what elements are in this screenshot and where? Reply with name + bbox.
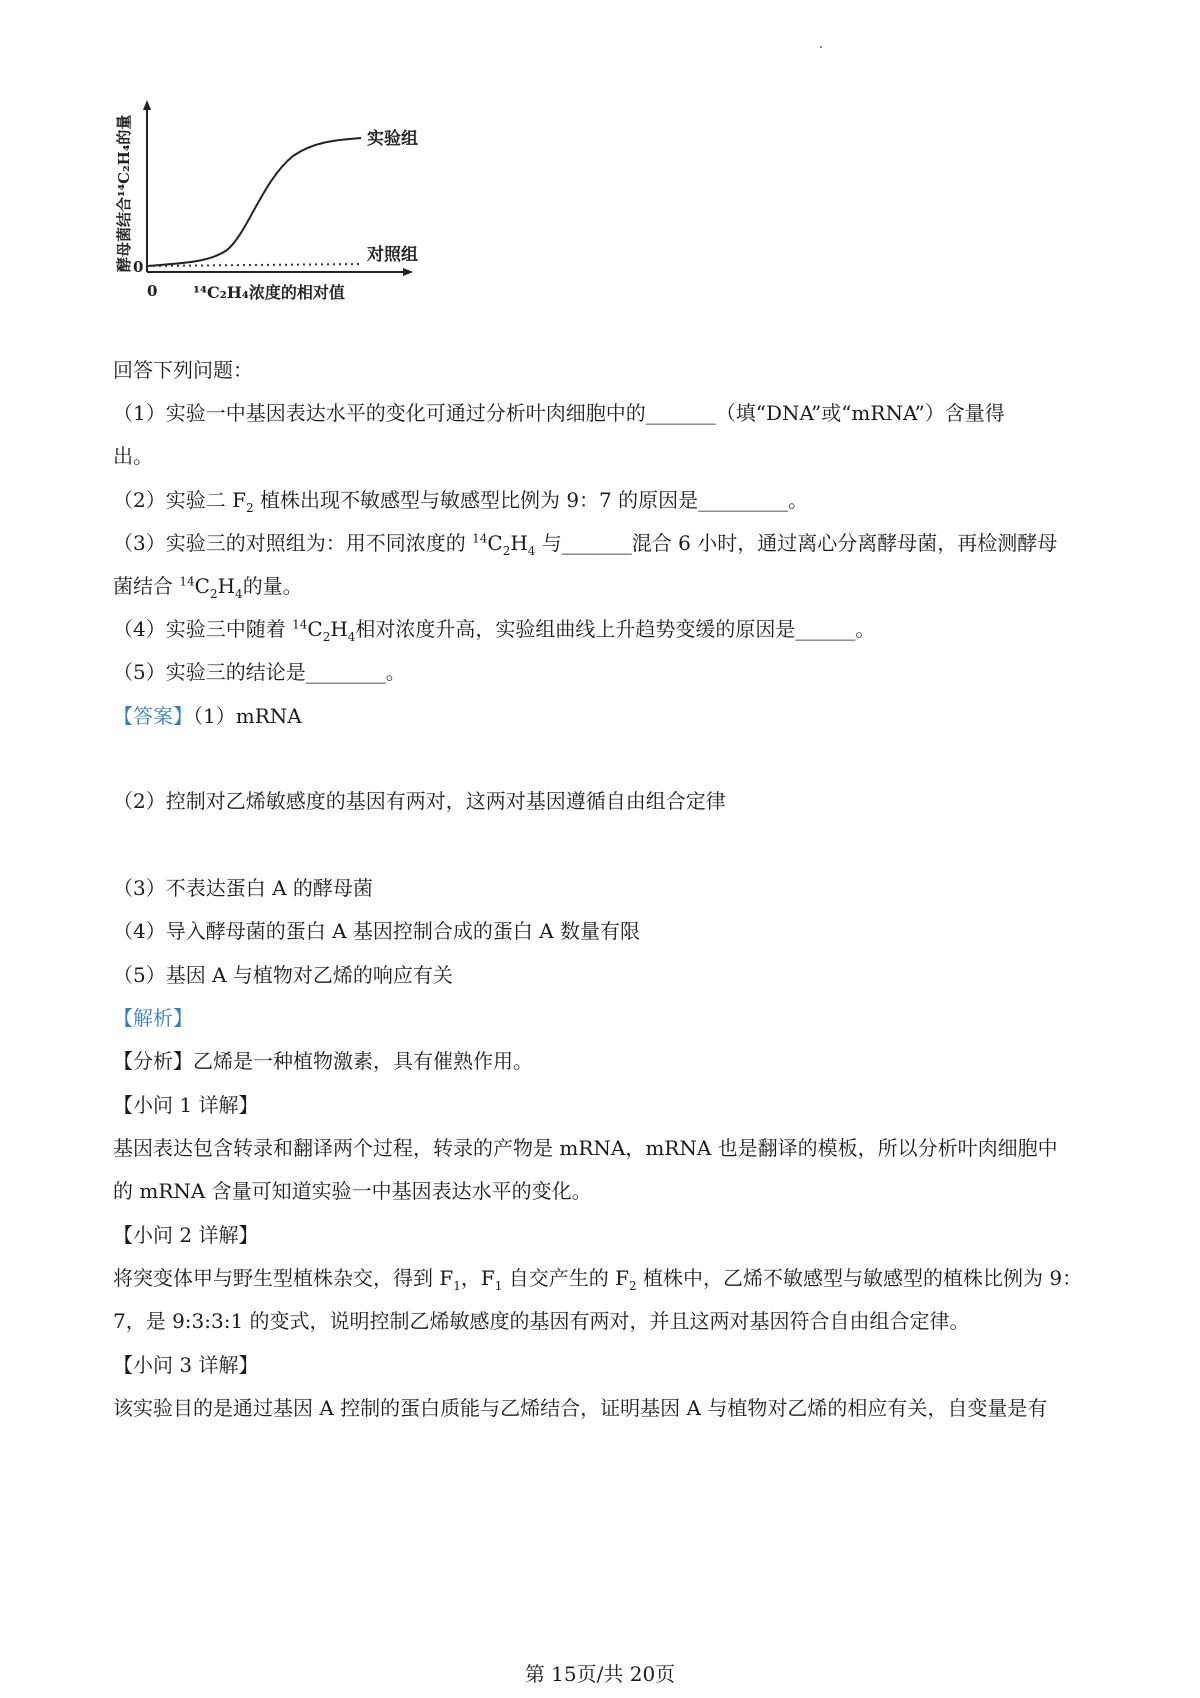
question-1-line-1: （1）实验一中基因表达水平的变化可通过分析叶肉细胞中的_______（填“DNA”或“mRNA”）含量得 xyxy=(113,401,1005,425)
series-label-control: 对照组 xyxy=(367,245,418,265)
series-line-control xyxy=(147,264,361,266)
subquestion-3-line-1: 该实验目的是通过基因 A 控制的蛋白质能与乙烯结合，证明基因 A 与植物对乙烯的相应有关，自变量是有 xyxy=(113,1396,1048,1420)
answer-3: （3）不表达蛋白 A 的酵母菌 xyxy=(113,876,373,900)
binding-curve-figure xyxy=(115,100,475,340)
scan-speck xyxy=(820,46,822,48)
subquestion-2-line-1: 将突变体甲与野生型植株杂交，得到 $F_1$，$F_1$ 自交产生的 $F_2$ 植株中，乙烯不敏感型与敏感型的植株比例为 9： xyxy=(113,1266,1083,1293)
analysis-text: 【分析】乙烯是一种植物激素，具有催熟作用。 xyxy=(113,1049,533,1073)
answer-1: 【答案】（1）mRNA xyxy=(113,704,302,728)
y-axis-arrow xyxy=(143,100,151,110)
answer-5: （5）基因 A 与植物对乙烯的响应有关 xyxy=(113,963,453,987)
subquestion-2-line-2: 7，是 9:3:3:1 的变式，说明控制乙烯敏感度的基因有两对，并且这两对基因符合自由组合定律。 xyxy=(113,1309,970,1333)
question-1-line-2: 出。 xyxy=(113,444,153,468)
answer-label: 【答案】 xyxy=(113,704,193,728)
y-origin-label: 0 xyxy=(133,258,144,276)
answer-4: （4）导入酵母菌的蛋白 A 基因控制合成的蛋白 A 数量有限 xyxy=(113,919,641,943)
intro-text: 回答下列问题： xyxy=(113,358,253,382)
question-3-line-1: （3）实验三的对照组为：用不同浓度的 $^{14}C_2H_4$ 与_______混合 6 小时，通过离心分离酵母菌，再检测酵母 xyxy=(113,531,1058,558)
analysis-label: 【解析】 xyxy=(113,1006,193,1030)
line-chart xyxy=(115,100,475,340)
question-2: （2）实验二 $F_2$ 植株出现不敏感型与敏感型比例为 9：7 的原因是_________。 xyxy=(113,488,809,515)
question-4: （4）实验三中随着 $^{14}C_2H_4$相对浓度升高，实验组曲线上升趋势变缓的原因是______。 xyxy=(113,617,876,644)
x-axis-arrow xyxy=(403,268,413,276)
page-footer: 第 15页/共 20页 xyxy=(524,1662,676,1686)
subquestion-3-title: 【小问 3 详解】 xyxy=(113,1353,259,1377)
answer-2: （2）控制对乙烯敏感度的基因有两对，这两对基因遵循自由组合定律 xyxy=(113,789,726,813)
series-label-experimental: 实验组 xyxy=(367,129,418,149)
y-axis-title: 酵母菌结合¹⁴C₂H₄的量 xyxy=(115,114,133,272)
subquestion-2-title: 【小问 2 详解】 xyxy=(113,1223,259,1247)
x-origin-label: 0 xyxy=(147,282,158,300)
subquestion-1-title: 【小问 1 详解】 xyxy=(113,1093,259,1117)
subquestion-1-line-2: 的 mRNA 含量可知道实验一中基因表达水平的变化。 xyxy=(113,1179,592,1203)
subquestion-1-line-1: 基因表达包含转录和翻译两个过程，转录的产物是 mRNA，mRNA 也是翻译的模板，所以分析叶肉细胞中 xyxy=(113,1136,1058,1160)
x-axis-title: ¹⁴C₂H₄浓度的相对值 xyxy=(193,283,345,302)
question-5: （5）实验三的结论是________。 xyxy=(113,660,406,684)
series-line-experimental xyxy=(147,138,361,266)
question-3-line-2: 菌结合 $^{14}C_2H_4$的量。 xyxy=(113,574,303,601)
